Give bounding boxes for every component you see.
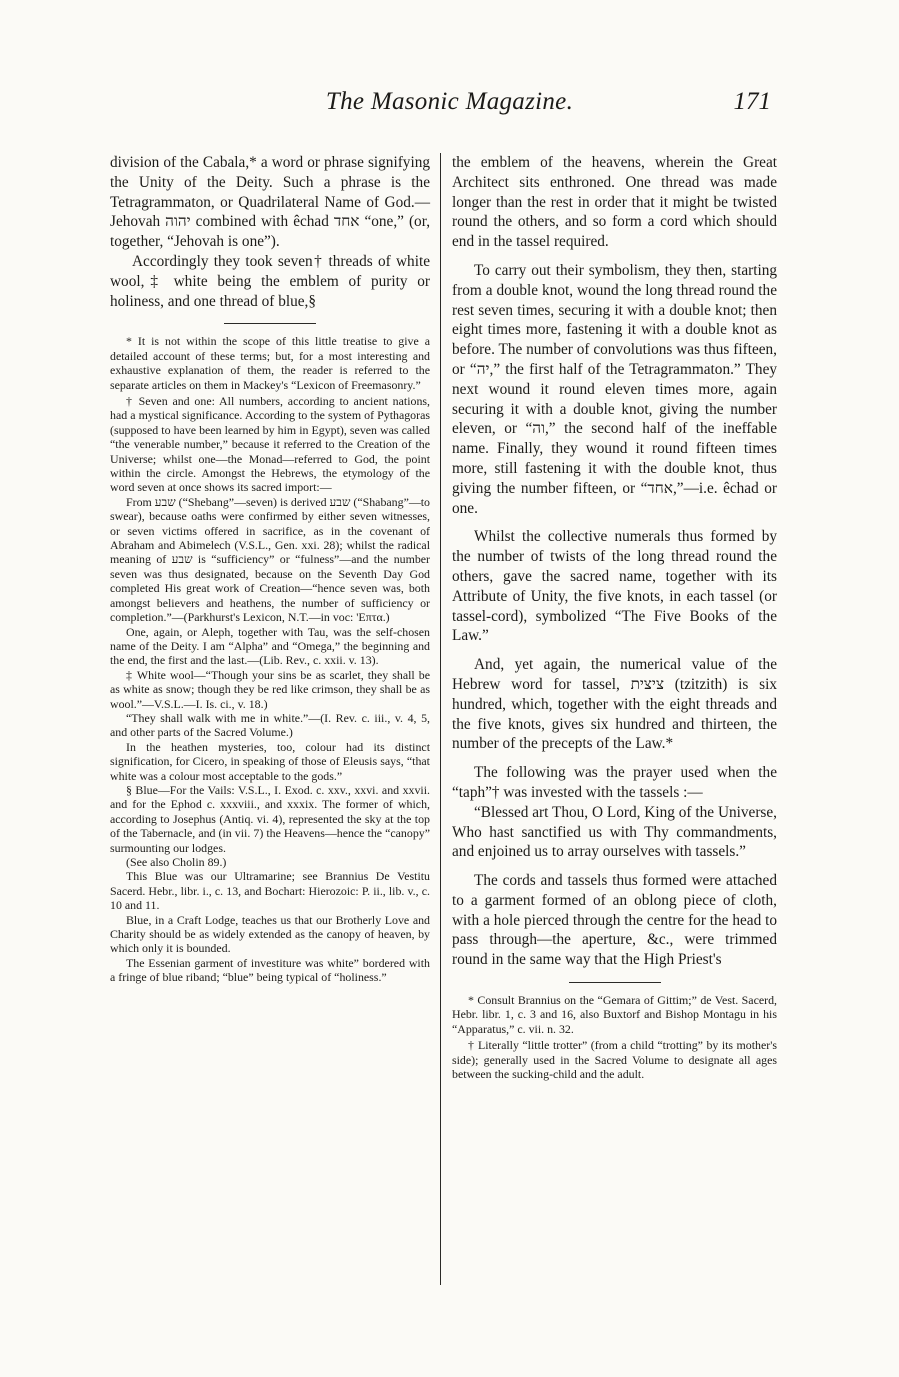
footnote: ‡ White wool—“Though your sins be as scarlet, they shall be as white as snow; though they be red like crimson, they shall be as wool.”—V.S.L.—I. Is. ci., v. 18.) xyxy=(110,667,430,711)
body-paragraph: the emblem of the heavens, wherein the Great Architect sits enthroned. One thread was made longer than the rest in order that it might be twisted round the others, and so form a cord which should end in the tassel required. xyxy=(452,154,777,251)
body-paragraph: The cords and tassels thus formed were attached to a garment formed of an oblong piece of cloth, with a hole pierced through the centre for the head to pass through—the aperture, &c., were trimmed round in the same way that the High Priest's xyxy=(452,872,777,969)
footnote: † Literally “little trotter” (from a child “trotting” by its mother's side); generally used in the Sacred Volume to designate all ages between the sucking-child and the adult. xyxy=(452,1038,777,1082)
body-paragraph: division of the Cabala,* a word or phrase signifying the Unity of the Deity. Such a phrase is the Tetragrammaton, or Quadrilateral Name of God.—Jehovah יהוה combined with êchad אחד “one,” (or, together, “Jehovah is one”). xyxy=(110,154,431,251)
body-paragraph: Whilst the collective numerals thus formed by the number of twists of the long thread round the others, gave the sacred name, together with its Attribute of Unity, the five knots, in each tassel (or tassel-cord), symbolized “The Five Books of the Law.” xyxy=(452,528,777,645)
footnote-rule xyxy=(569,982,661,983)
footnote: * It is not within the scope of this little treatise to give a detailed account of these terms; but, for a most interesting and exhaustive explanation of them, the reader is referred to the separate articles on them in Mackey's “Lexicon of Freemasonry.” xyxy=(110,334,430,392)
body-paragraph: “Blessed art Thou, O Lord, King of the Universe, Who hast sanctified us with Thy commandments, and enjoined us to array ourselves with tassels.” xyxy=(452,803,777,861)
footnote: § Blue—For the Vails: V.S.L., I. Exod. c. xxv., xxvi. and xxvii. and for the Ephod c. xxxviii., and xxxix. The former of which, according to Josephus (Antiq. vi. 4), represented the sky at the top of the Tabernacle, and (in vii. 7) the Heavens—hence the “canopy” surmounting our lodges. xyxy=(110,782,430,855)
left-column xyxy=(110,153,430,985)
footnote: (See also Cholin 89.) xyxy=(126,855,227,869)
footnote: “They shall walk with me in white.”—(I. Rev. c. iii., v. 4, 5, and other parts of the Sacred Volume.) xyxy=(110,710,430,740)
footnote-rule xyxy=(224,323,316,324)
footnote: The Essenian garment of investiture was white” bordered with a fringe of blue riband; “blue” being typical of “holiness.” xyxy=(110,955,430,985)
footnote: This Blue was our Ultramarine; see Brannius De Vestitu Sacerd. Hebr., libr. i., c. 13, and Bochart: Hierozoic: P. ii., lib. v., c. 10 and 11. xyxy=(110,869,430,913)
footnote: From שבע (“Shebang”—seven) is derived שבע (“Shabang”—to swear), because oaths were confirmed by either seven witnesses, or seven victims offered in sacrifice, as in the covenant of Abraham and Abimelech (V.S.L., Gen. xxi. 28); whilst the radical meaning of שבע is “sufficiency” or “fulness”—and the number seven was thus designated, because on the Seventh Day God completed His great work of Creation—“hence seven was, both amongst believers and heathens, the number of sufficiency or completion.”—(Parkhurst's Lexicon, N.T.—in voc: 'Επτα.) xyxy=(110,494,431,625)
right-column xyxy=(452,153,777,1082)
footnote: * Consult Brannius on the “Gemara of Gittim;” de Vest. Sacerd, Hebr. libr. 1, c. 3 and 16, also Buxtorf and Bishop Montagu in his “Apparatus,” c. vii. n. 32. xyxy=(452,993,777,1036)
page-number: 171 xyxy=(733,88,771,115)
body-paragraph: To carry out their symbolism, they then, starting from a double knot, wound the long thread round the rest seven times, securing it with a double knot; then eight times more, fastening it with a double knot as before. The number of convolutions was thus fifteen, or “יה,” the first half of the Tetragrammaton.” They next wound it round eleven times more, again securing it with a double knot, giving the number eleven, or “וה,” the second half of the ineffable name. Finally, they wound it round fifteen times more, still fastening it with the double knot, thus giving the number fifteen, or “אחד,”—i.e. êchad or one. xyxy=(452,261,778,517)
footnote: † Seven and one: All numbers, according to ancient nations, had a mystical significance. According to the system of Pythagoras (supposed to have been learned by him in Egypt), seven was called “the venerable number,” because it referred to the Creation of the Universe; whilst one—the Monad—referred to God, the point within the circle. Amongst the Hebrews, the etymology of the word seven at once shows its sacred import:— xyxy=(110,394,430,495)
body-paragraph: Accordingly they took seven† threads of white wool,‡ white being the emblem of purity or holiness, and one thread of blue,§ xyxy=(110,252,430,310)
footnote: Blue, in a Craft Lodge, teaches us that our Brotherly Love and Charity should be as widely extended as the canopy of heaven, by which only it is bounded. xyxy=(110,912,430,956)
running-header xyxy=(0,88,899,128)
column-divider xyxy=(440,153,441,1285)
footnote: In the heathen mysteries, too, colour had its distinct signification, for Cicero, in speaking of those of Eleusis says, “that white was a colour most acceptable to the gods.” xyxy=(110,739,430,783)
body-paragraph: The following was the prayer used when the “taph”† was invested with the tassels :— xyxy=(452,764,777,801)
body-paragraph: And, yet again, the numerical value of the Hebrew word for tassel, ציצית (tzitzith) is six hundred, which, together with the eight threads and the five knots, gives six hundred and thirteen, the number of the precepts of the Law.* xyxy=(452,656,777,753)
magazine-title: The Masonic Magazine. xyxy=(325,88,574,115)
footnote: One, again, or Aleph, together with Tau, was the self-chosen name of the Deity. I am “Alpha” and “Omega,” the beginning and the end, the first and the last.—(Lib. Rev., c. xxii. v. 13). xyxy=(110,624,430,668)
